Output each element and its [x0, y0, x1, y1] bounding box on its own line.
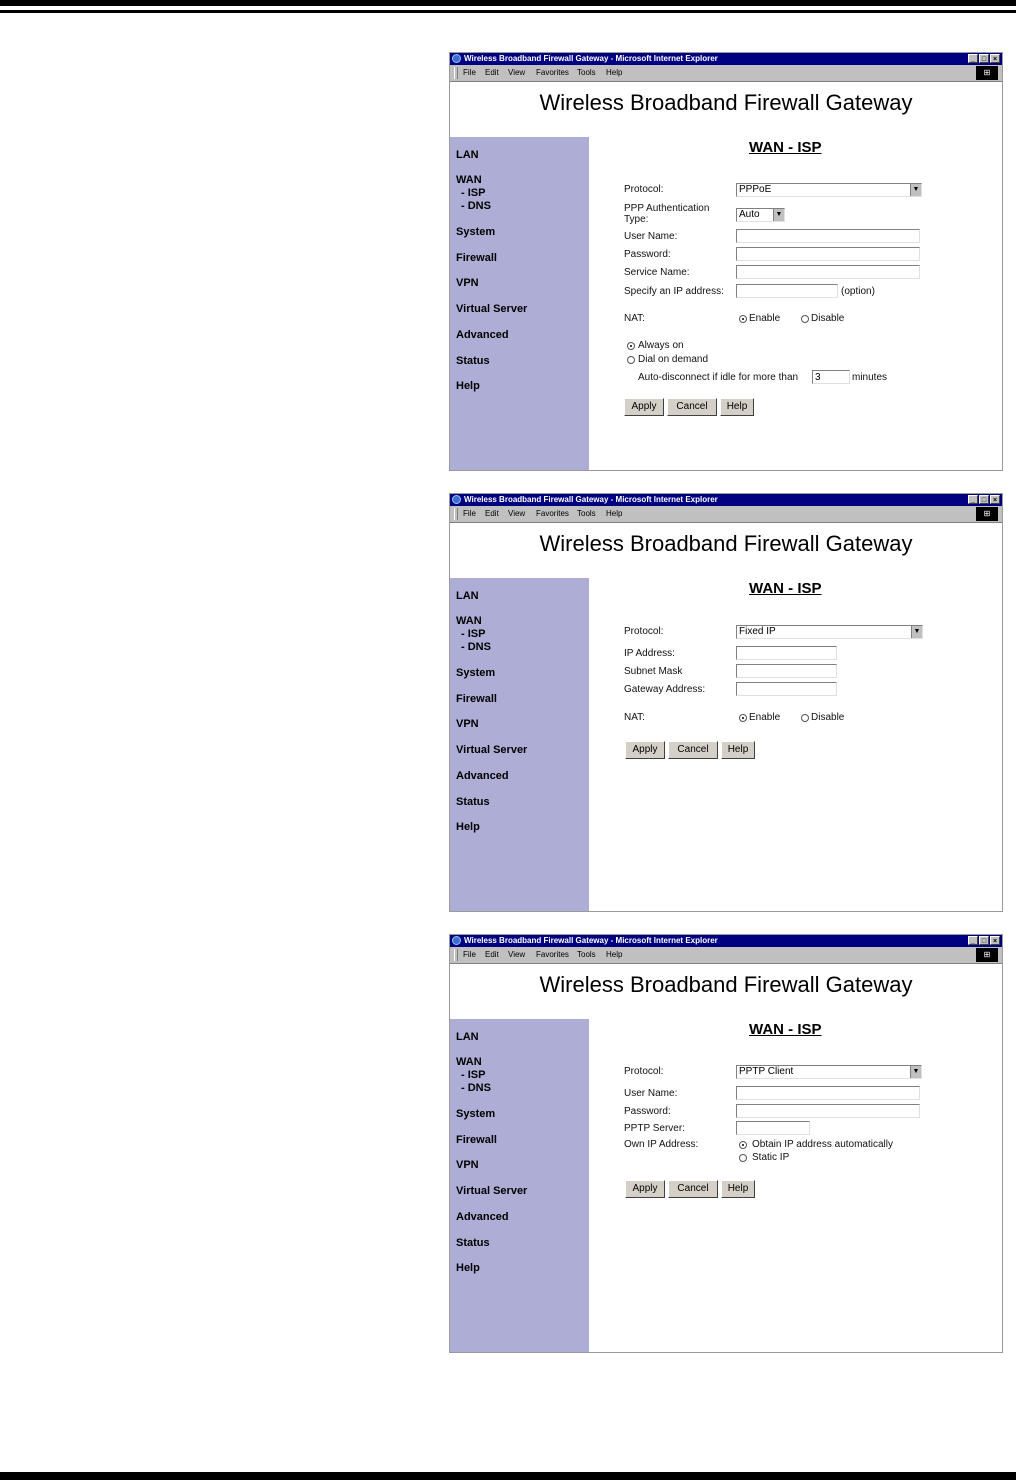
brand-title: Wireless Broadband Firewall Gateway — [539, 531, 913, 556]
sidebar-item-dns[interactable]: - DNS — [461, 200, 491, 212]
always-on-label: Always on — [638, 340, 684, 351]
chevron-down-icon: ▼ — [911, 626, 922, 638]
username-label: User Name: — [624, 231, 678, 242]
nat-label: NAT: — [624, 313, 645, 324]
sidebar-item-advanced[interactable]: Advanced — [456, 770, 509, 782]
sidebar-item-system[interactable]: System — [456, 667, 496, 679]
own-ip-label: Own IP Address: — [624, 1139, 699, 1150]
menu-favorites[interactable]: Favorites — [536, 950, 569, 959]
close-button[interactable]: × — [990, 495, 1000, 504]
close-button[interactable]: × — [990, 54, 1000, 63]
gateway-address-label: Gateway Address: — [624, 684, 706, 695]
browser-window-pppoe — [449, 52, 1003, 471]
apply-button[interactable]: Apply — [625, 1180, 665, 1198]
sidebar-item-vpn[interactable]: VPN — [456, 1159, 479, 1171]
header-rule-thick — [0, 0, 1016, 6]
menu-help[interactable]: Help — [606, 509, 623, 518]
page-content — [450, 523, 1002, 911]
sidebar-item-advanced[interactable]: Advanced — [456, 329, 509, 341]
minutes-label: minutes — [852, 372, 888, 383]
sidebar-item-firewall[interactable]: Firewall — [456, 1134, 497, 1146]
help-button[interactable]: Help — [720, 398, 754, 416]
nat-enable-label: Enable — [749, 313, 781, 324]
ip-address-label: IP Address: — [624, 648, 675, 659]
service-name-label: Service Name: — [624, 267, 690, 278]
sidebar-item-help[interactable]: Help — [456, 821, 480, 833]
cancel-button[interactable]: Cancel — [668, 741, 718, 759]
sidebar-item-vpn[interactable]: VPN — [456, 718, 479, 730]
menu-help[interactable]: Help — [606, 68, 623, 77]
brand-title: Wireless Broadband Firewall Gateway — [539, 972, 913, 997]
subnet-mask-input[interactable] — [736, 664, 837, 678]
windows-logo-icon: ⊞ — [976, 507, 998, 521]
cancel-button[interactable]: Cancel — [668, 1180, 718, 1198]
menu-bar — [450, 947, 1002, 964]
menu-edit[interactable]: Edit — [485, 509, 499, 518]
maximize-button[interactable]: □ — [979, 936, 989, 945]
window-title: Wireless Broadband Firewall Gateway - Microsoft Internet Explorer — [464, 936, 718, 945]
menu-view[interactable]: View — [508, 509, 526, 518]
page-content — [450, 964, 1002, 1352]
dial-on-demand-radio[interactable] — [627, 356, 635, 364]
windows-logo-icon: ⊞ — [976, 66, 998, 80]
menu-edit[interactable]: Edit — [485, 68, 499, 77]
nat-enable-radio[interactable] — [739, 315, 747, 323]
window-title: Wireless Broadband Firewall Gateway - Microsoft Internet Explorer — [464, 495, 718, 504]
protocol-select[interactable]: Fixed IP ▼ — [736, 625, 923, 639]
ie-icon — [452, 936, 461, 945]
sidebar — [450, 137, 589, 470]
sidebar-item-virtual-server[interactable]: Virtual Server — [456, 1185, 528, 1197]
brand-title: Wireless Broadband Firewall Gateway — [539, 90, 913, 115]
static-ip-label: Static IP — [752, 1152, 790, 1163]
sidebar-item-system[interactable]: System — [456, 226, 496, 238]
menu-favorites[interactable]: Favorites — [536, 68, 569, 77]
help-button[interactable]: Help — [721, 1180, 755, 1198]
sidebar-item-wan[interactable]: WAN — [456, 1056, 482, 1068]
pptp-server-input[interactable] — [736, 1121, 810, 1135]
specify-ip-input[interactable] — [736, 284, 838, 298]
ie-icon — [452, 495, 461, 504]
idle-minutes-input[interactable] — [812, 370, 850, 384]
sidebar-item-isp[interactable]: - ISP — [461, 628, 486, 640]
specify-ip-label: Specify an IP address: — [624, 286, 724, 297]
sidebar-item-lan[interactable]: LAN — [456, 149, 479, 161]
windows-logo-icon: ⊞ — [976, 948, 998, 962]
password-input[interactable] — [736, 1104, 920, 1118]
browser-window-pptp — [449, 934, 1003, 1353]
sidebar-item-isp[interactable]: - ISP — [461, 187, 486, 199]
menu-view[interactable]: View — [508, 68, 526, 77]
static-ip-radio[interactable] — [739, 1154, 747, 1162]
sidebar-item-advanced[interactable]: Advanced — [456, 1211, 509, 1223]
sidebar-item-isp[interactable]: - ISP — [461, 1069, 486, 1081]
option-note: (option) — [841, 286, 875, 297]
minimize-button[interactable]: _ — [968, 54, 978, 63]
window-title: Wireless Broadband Firewall Gateway - Microsoft Internet Explorer — [464, 54, 718, 63]
sidebar-item-wan[interactable]: WAN — [456, 174, 482, 186]
sidebar-item-firewall[interactable]: Firewall — [456, 693, 497, 705]
ie-icon — [452, 54, 461, 63]
title-bar — [450, 494, 1002, 506]
title-bar — [450, 53, 1002, 65]
subnet-mask-label: Subnet Mask — [624, 666, 683, 677]
auth-type-select[interactable]: Auto ▼ — [736, 208, 785, 222]
menu-help[interactable]: Help — [606, 950, 623, 959]
menu-file[interactable]: File — [463, 950, 476, 959]
auto-disconnect-label: Auto-disconnect if idle for more than — [638, 372, 799, 383]
obtain-ip-auto-radio[interactable] — [739, 1141, 747, 1149]
sidebar-item-virtual-server[interactable]: Virtual Server — [456, 303, 528, 315]
sidebar-item-dns[interactable]: - DNS — [461, 1082, 491, 1094]
protocol-label: Protocol: — [624, 626, 664, 637]
sidebar-item-status[interactable]: Status — [456, 1237, 490, 1249]
sidebar — [450, 578, 589, 911]
chevron-down-icon: ▼ — [910, 1066, 921, 1078]
username-input[interactable] — [736, 229, 920, 243]
dial-on-demand-label: Dial on demand — [638, 354, 709, 365]
nat-disable-radio[interactable] — [801, 315, 809, 323]
minimize-button[interactable]: _ — [968, 936, 978, 945]
nat-disable-label: Disable — [811, 712, 845, 723]
auth-type-label-2: Type: — [624, 214, 649, 225]
sidebar-item-wan[interactable]: WAN — [456, 615, 482, 627]
auth-type-label: PPP Authentication — [624, 203, 710, 214]
maximize-button[interactable]: □ — [979, 495, 989, 504]
sidebar-item-system[interactable]: System — [456, 1108, 496, 1120]
pptp-server-label: PPTP Server: — [624, 1123, 685, 1134]
apply-button[interactable]: Apply — [624, 398, 664, 416]
sidebar — [450, 1019, 589, 1352]
nat-enable-radio[interactable] — [739, 714, 747, 722]
protocol-label: Protocol: — [624, 1066, 664, 1077]
menu-file[interactable]: File — [463, 68, 476, 77]
protocol-select[interactable]: PPTP Client ▼ — [736, 1065, 922, 1079]
page-heading: WAN - ISP — [749, 139, 822, 156]
username-input[interactable] — [736, 1086, 920, 1100]
apply-button[interactable]: Apply — [625, 741, 665, 759]
page-heading: WAN - ISP — [749, 580, 822, 597]
always-on-radio[interactable] — [627, 342, 635, 350]
maximize-button[interactable]: □ — [979, 54, 989, 63]
page-heading: WAN - ISP — [749, 1021, 822, 1038]
header-rule-thin — [0, 10, 1016, 13]
username-label: User Name: — [624, 1088, 678, 1099]
close-button[interactable]: × — [990, 936, 1000, 945]
nat-label: NAT: — [624, 712, 645, 723]
title-bar — [450, 935, 1002, 947]
sidebar-item-help[interactable]: Help — [456, 380, 480, 392]
menu-edit[interactable]: Edit — [485, 950, 499, 959]
password-input[interactable] — [736, 247, 920, 261]
chevron-down-icon: ▼ — [910, 184, 921, 196]
sidebar-item-lan[interactable]: LAN — [456, 590, 479, 602]
gateway-address-input[interactable] — [736, 682, 837, 696]
ip-address-input[interactable] — [736, 646, 837, 660]
page-content — [450, 82, 1002, 470]
sidebar-item-vpn[interactable]: VPN — [456, 277, 479, 289]
help-button[interactable]: Help — [721, 741, 755, 759]
sidebar-item-help[interactable]: Help — [456, 1262, 480, 1274]
menu-view[interactable]: View — [508, 950, 526, 959]
sidebar-item-status[interactable]: Status — [456, 355, 490, 367]
cancel-button[interactable]: Cancel — [667, 398, 717, 416]
nat-disable-radio[interactable] — [801, 714, 809, 722]
sidebar-item-virtual-server[interactable]: Virtual Server — [456, 744, 528, 756]
minimize-button[interactable]: _ — [968, 495, 978, 504]
sidebar-item-lan[interactable]: LAN — [456, 1031, 479, 1043]
password-label: Password: — [624, 1106, 671, 1117]
obtain-ip-auto-label: Obtain IP address automatically — [752, 1139, 894, 1150]
nat-disable-label: Disable — [811, 313, 845, 324]
browser-window-fixed-ip — [449, 493, 1003, 912]
footer-rule — [0, 1472, 1016, 1480]
menu-file[interactable]: File — [463, 509, 476, 518]
nat-enable-label: Enable — [749, 712, 781, 723]
chevron-down-icon: ▼ — [773, 209, 784, 221]
menu-favorites[interactable]: Favorites — [536, 509, 569, 518]
password-label: Password: — [624, 249, 671, 260]
sidebar-item-firewall[interactable]: Firewall — [456, 252, 497, 264]
menu-tools[interactable]: Tools — [577, 950, 596, 959]
menu-bar — [450, 506, 1002, 523]
sidebar-item-dns[interactable]: - DNS — [461, 641, 491, 653]
sidebar-item-status[interactable]: Status — [456, 796, 490, 808]
protocol-select[interactable]: PPPoE ▼ — [736, 183, 922, 197]
menu-tools[interactable]: Tools — [577, 68, 596, 77]
menu-tools[interactable]: Tools — [577, 509, 596, 518]
protocol-label: Protocol: — [624, 184, 664, 195]
menu-bar — [450, 65, 1002, 82]
service-name-input[interactable] — [736, 265, 920, 279]
